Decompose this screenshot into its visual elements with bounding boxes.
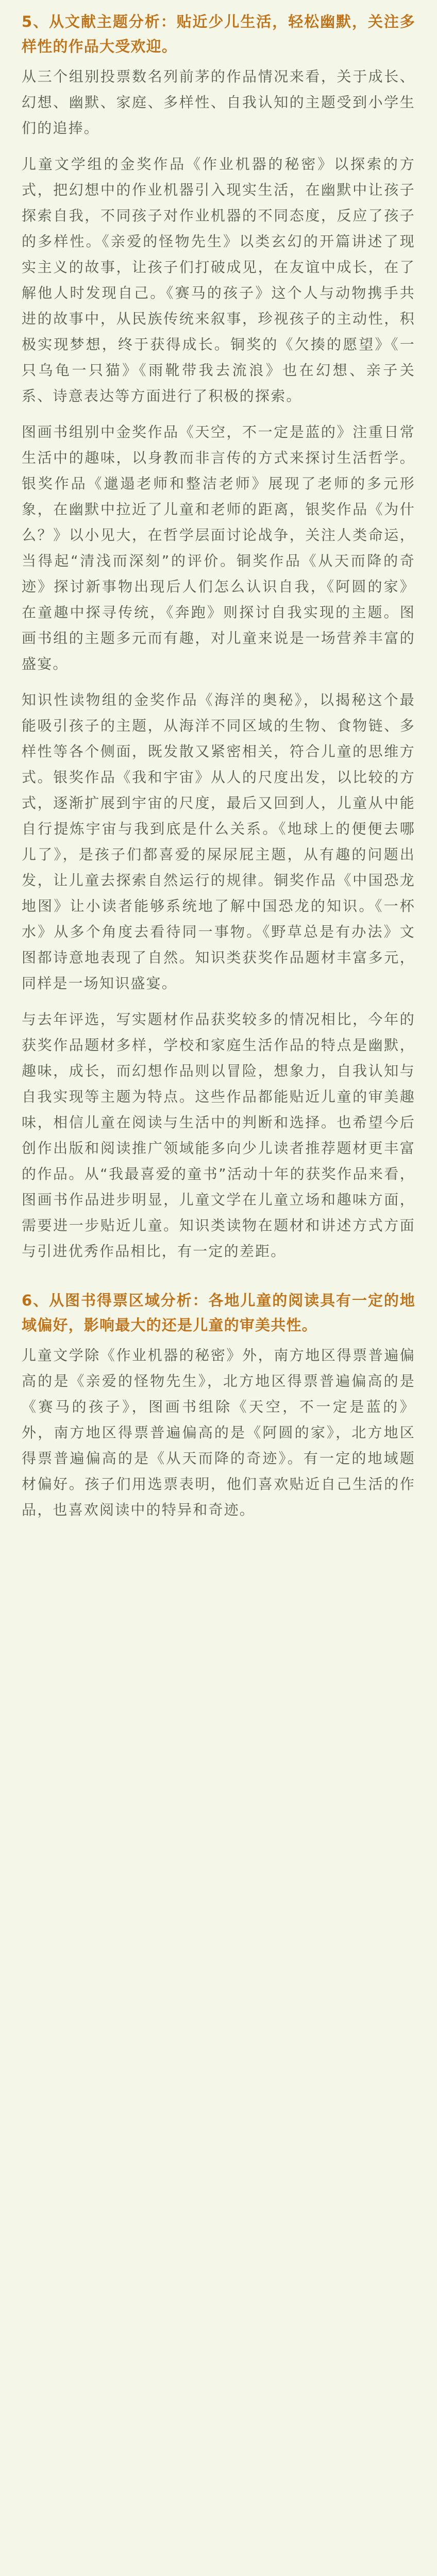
section-heading: 6、从图书得票区域分析：各地儿童的阅读具有一定的地域偏好，影响最大的还是儿童的审美共性。 (22, 1292, 415, 1334)
paragraph: 图画书组别中金奖作品《天空，不一定是蓝的》注重日常生活中的趣味，以身教而非言传的方式来探讨生活哲学。银奖作品《邋遢老师和整洁老师》展现了老师的多元形象，在幽默中拉近了儿童和老师的距离，银奖作品《为什么？》以小见大，在哲学层面讨论战争，关注人类命运，当得起“清浅而深刻”的评价。铜奖作品《从天而降的奇迹》探讨新事物出现后人们怎么认识自我，《阿圆的家》在童趣中探寻传统，《奔跑》则探讨自我实现的主题。图画书组的主题多元而有趣，对儿童来说是一场营养丰富的盛宴。 (22, 423, 415, 672)
paragraph: 儿童文学除《作业机器的秘密》外，南方地区得票普遍偏高的是《亲爱的怪物先生》，北方地区得票普遍偏高的是《赛马的孩子》，图画书组除《天空，不一定是蓝的》外，南方地区得票普遍偏高的是《阿圆的家》，北方地区得票普遍偏高的是《从天而降的奇迹》。有一定的地域题材偏好。孩子们用选票表明，他们喜欢贴近自己生活的作品，也喜欢阅读中的特异和奇迹。 (22, 1347, 415, 1518)
section-heading: 5、从文献主题分析：贴近少儿生活，轻松幽默，关注多样性的作品大受欢迎。 (22, 13, 415, 55)
paragraph: 从三个组别投票数名列前茅的作品情况来看，关于成长、幻想、幽默、家庭、多样性、自我认知的主题受到小学生们的追捧。 (22, 68, 415, 137)
paragraph: 与去年评选，写实题材作品获奖较多的情况相比，今年的获奖作品题材多样，学校和家庭生活作品的特点是幽默，趣味，成长，而幻想作品则以冒险，想象力，自我认知与自我实现等主题为特点。这些作品都能贴近儿童的审美趣味，相信儿童在阅读与生活中的判断和选择。也希望今后创作出版和阅读推广领域能多向少儿读者推荐题材更丰富的作品。从“我最喜爱的童书”活动十年的获奖作品来看，图画书作品进步明显，儿童文学在儿童立场和趣味方面，需要进一步贴近儿童。知识类读物在题材和讲述方式方面与引进优秀作品相比，有一定的差距。 (22, 1011, 415, 1260)
paragraph: 知识性读物组的金奖作品《海洋的奥秘》，以揭秘这个最能吸引孩子的主题，从海洋不同区域的生物、食物链、多样性等各个侧面，既发散又紧密相关，符合儿童的思维方式。银奖作品《我和宇宙》从人的尺度出发，以比较的方式，逐渐扩展到宇宙的尺度，最后又回到人，儿童从中能自行提炼宇宙与我到底是什么关系。《地球上的便便去哪儿了》，是孩子们都喜爱的屎尿屁主题，从有趣的问题出发，让儿童去探索自然运行的规律。铜奖作品《中国恐龙地图》让小读者能够系统地了解中国恐龙的知识。《一杯水》从多个角度去看待同一事物。《野草总是有办法》文图都诗意地表现了自然。知识类获奖作品题材丰富多元，同样是一场知识盛宴。 (22, 691, 415, 992)
paragraph: 儿童文学组的金奖作品《作业机器的秘密》以探索的方式，把幻想中的作业机器引入现实生活，在幽默中让孩子探索自我，不同孩子对作业机器的不同态度，反应了孩子的多样性。《亲爱的怪物先生》以类玄幻的开篇讲述了现实主义的故事，让孩子们打破成见，在友谊中成长，在了解他人时发现自己。《赛马的孩子》这个人与动物携手共进的故事中，从民族传统来叙事，珍视孩子的主动性，积极实现梦想，终于获得成长。铜奖的《欠揍的愿望》《一只乌龟一只猫》《雨靴带我去流浪》也在幻想、亲子关系、诗意表达等方面进行了积极的探索。 (22, 156, 415, 404)
section-5 (22, 9, 415, 1264)
section-6 (22, 1288, 415, 1523)
